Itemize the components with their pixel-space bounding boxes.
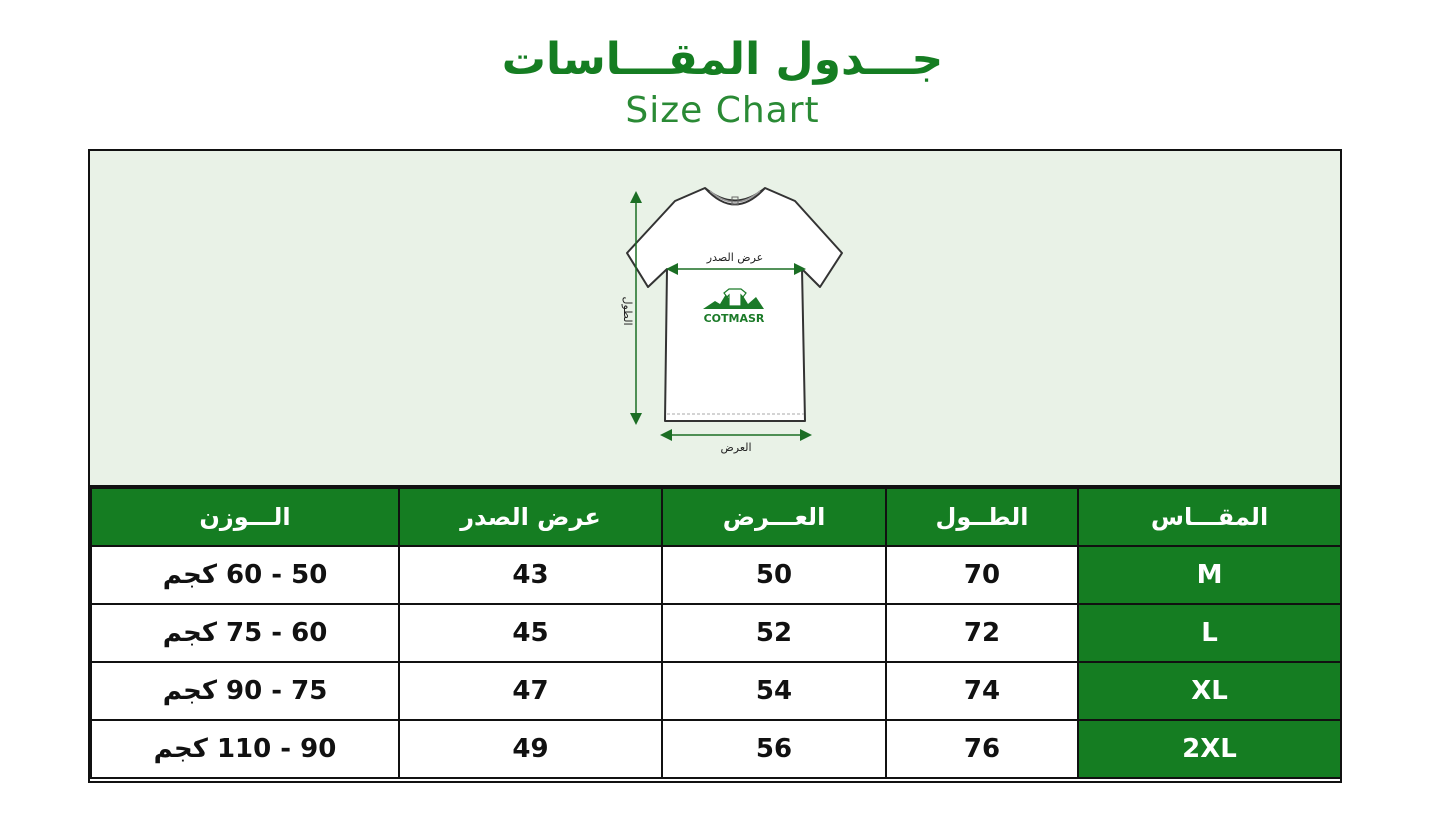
- table-header-row: [91, 488, 1341, 546]
- size-chart-frame: [88, 149, 1342, 783]
- size-cell: L: [1078, 604, 1341, 662]
- width-cell: 50: [662, 546, 886, 604]
- table-row: [91, 604, 1341, 662]
- chest-cell: 45: [399, 604, 662, 662]
- brand-logo-text: COTMASR: [703, 312, 765, 325]
- weight-cell: 75 - 90 كجم: [91, 662, 399, 720]
- length-cell: 76: [886, 720, 1078, 778]
- page-title-english: Size Chart: [625, 90, 820, 131]
- header-size: المقـــاس: [1078, 488, 1341, 546]
- width-cell: 56: [662, 720, 886, 778]
- length-cell: 70: [886, 546, 1078, 604]
- size-cell: 2XL: [1078, 720, 1341, 778]
- header-weight: الـــوزن: [91, 488, 399, 546]
- header-length: الطــول: [886, 488, 1078, 546]
- tshirt-diagram-panel: [90, 151, 1340, 487]
- tshirt-diagram: [520, 161, 920, 471]
- size-cell: XL: [1078, 662, 1341, 720]
- size-cell: M: [1078, 546, 1341, 604]
- chest-label: عرض الصدر: [706, 251, 764, 264]
- length-cell: 72: [886, 604, 1078, 662]
- chest-cell: 49: [399, 720, 662, 778]
- length-cell: 74: [886, 662, 1078, 720]
- width-cell: 54: [662, 662, 886, 720]
- width-cell: 52: [662, 604, 886, 662]
- length-label: الطول: [621, 296, 634, 326]
- chest-cell: 47: [399, 662, 662, 720]
- header-chest: عرض الصدر: [399, 488, 662, 546]
- header-width: العـــرض: [662, 488, 886, 546]
- page-title-arabic: جـــدول المقـــاسات: [501, 34, 944, 85]
- weight-cell: 90 - 110 كجم: [91, 720, 399, 778]
- table-row: [91, 662, 1341, 720]
- weight-cell: 50 - 60 كجم: [91, 546, 399, 604]
- size-table: [90, 487, 1342, 779]
- weight-cell: 60 - 75 كجم: [91, 604, 399, 662]
- width-label: العرض: [720, 441, 752, 454]
- chest-cell: 43: [399, 546, 662, 604]
- table-row: [91, 546, 1341, 604]
- table-row: [91, 720, 1341, 778]
